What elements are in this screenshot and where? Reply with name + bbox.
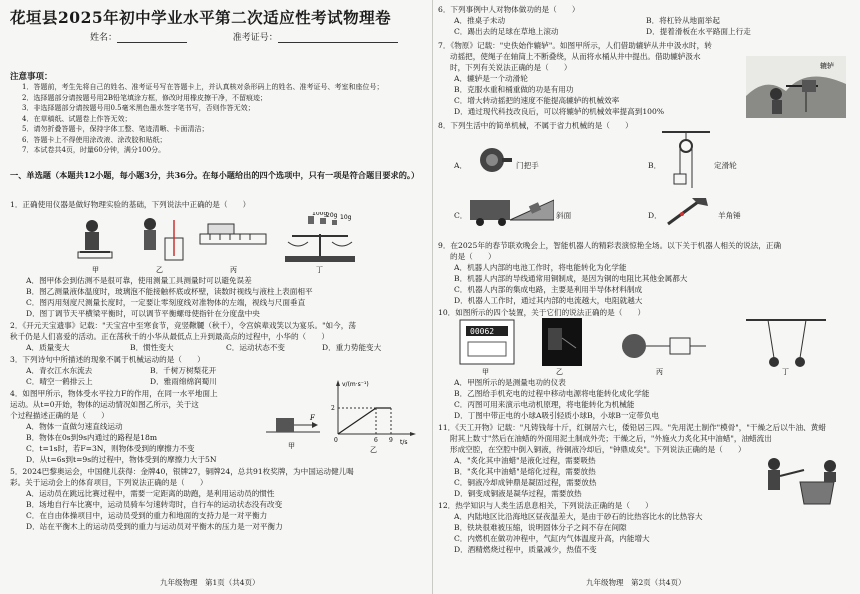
q4-label-jia: 甲: [288, 442, 295, 450]
q8-option-a-key[interactable]: A．: [454, 161, 468, 170]
q10-fig-yi-phone: [542, 318, 582, 366]
q4-option-c[interactable]: C．t=1s时，若F=3N，则物体受到的摩擦力不变: [26, 444, 195, 453]
q9-option-b[interactable]: B．机器人内部的导线通常用铜制成，是因为铜的电阻比其他金属都大: [454, 274, 688, 283]
q4-xaxis-label: t/s: [400, 439, 408, 446]
q10-meter-reading: 00062: [470, 327, 495, 336]
question-5-line2: 彩。关于运动会上的体育项目，下列说法正确的是（ ）: [10, 478, 208, 487]
q1-fig-bing: [200, 224, 266, 244]
question-2-line2: 秋千仍是人们喜爱的活动。正在荡秋千的小华从最低点上升到最高点的过程中，小华的（ ）: [10, 332, 329, 341]
q1-label-yi: 乙: [156, 266, 163, 274]
q4-fig-yi: [331, 380, 416, 446]
q4-ytick: 2: [331, 405, 335, 412]
q4-option-b[interactable]: B．物体在0s到9s内通过的路程是18m: [26, 433, 158, 442]
q3-option-c[interactable]: C．晴空一鹤排云上: [26, 377, 93, 386]
notice-item: 1．答题前，考生先将自己的姓名、准考证号写在答题卡上，并认真核对条形码上的姓名、准考证号、考室和座位号；: [22, 83, 384, 91]
q1-option-c[interactable]: C．图丙用刻度尺测量长度时，一定要让零刻度线对准物体的左端，视线与尺面垂直: [26, 298, 306, 307]
q1-fig-jia: [78, 220, 112, 258]
question-1: 1．正确使用仪器是做好物理实验的基础，下列说法中正确的是（ ）: [10, 200, 251, 209]
q10-label-jia: 甲: [482, 368, 489, 376]
question-7-line1: 7．《物原》记载："史佚始作辘轳"。如图甲所示，人们借助辘轳从井中汲水时，转: [438, 41, 712, 50]
name-field[interactable]: [117, 34, 187, 43]
q8-option-c-name: 斜面: [556, 211, 572, 220]
page-2-footer: 九年级物理 第2页（共4页）: [586, 578, 686, 587]
q8-option-c-key[interactable]: C．: [454, 211, 468, 220]
id-field[interactable]: [278, 34, 398, 43]
q8-option-b-key[interactable]: B．: [648, 161, 662, 170]
q12-option-a[interactable]: A．内陆地区比沿海地区昼夜温差大，是由于砂石的比热容比水的比热容大: [454, 512, 703, 521]
question-11-line2: 附其上数寸"然后在油蜡的外面用泥土制成外壳；干燥之后，"外施火力炙化其中油蜡"，油蜡流出: [450, 434, 772, 443]
q10-label-ding: 丁: [782, 368, 789, 376]
q10-option-b[interactable]: B．乙图给手机充电的过程中移动电源将电能转化成化学能: [454, 389, 650, 398]
q1-mark-20g: 20g: [326, 212, 338, 219]
q11-option-c[interactable]: C．铜液冷却成钟鼎是凝固过程，需要放热: [454, 478, 597, 487]
q2-option-a[interactable]: A．质量变大: [26, 343, 70, 352]
inclined-plane-icon: [470, 194, 554, 228]
page-1-footer: 九年级物理 第1页（共4页）: [160, 578, 260, 587]
q2-option-d[interactable]: D．重力势能变大: [322, 343, 382, 352]
q11-option-b[interactable]: B．"炙化其中油蜡"是熔化过程，需要放热: [454, 467, 596, 476]
student-info: [90, 30, 398, 43]
question-4-line1: 4．如图甲所示，物体受水平拉力F的作用，在同一水平地面上: [10, 389, 218, 398]
q1-figures: [70, 212, 370, 274]
q5-option-d[interactable]: D．站在平衡木上的运动员受到的重力与运动员对平衡木的压力是一对平衡力: [26, 522, 283, 531]
q1-label-ding: 丁: [316, 266, 323, 274]
notice-list: [22, 82, 420, 156]
fixed-pulley-icon: [662, 130, 710, 192]
question-4-line3: 个过程描述正确的是（ ）: [10, 411, 109, 420]
q1-fig-yi: [144, 218, 183, 260]
q8-option-d-key[interactable]: D．: [648, 211, 662, 220]
q10-fig-jia-meter: [460, 320, 514, 364]
q4-figure: [266, 378, 416, 454]
notice-item: 2．选择题部分请按题号用2B铅笔填涂方框，修改时用橡皮擦干净，不留痕迹；: [22, 93, 268, 102]
q10-fig-bing-motor: [622, 334, 706, 358]
q4-xtick-6: 6: [374, 437, 378, 444]
question-12: 12．热学知识与人类生活息息相关，下列说法正确的是（ ）: [438, 501, 653, 510]
q10-label-bing: 丙: [656, 368, 663, 376]
q7-option-b[interactable]: B．克服水重和桶重做的功是有用功: [454, 85, 574, 94]
exam-title: 花垣县2025年初中学业水平第二次适应性考试物理卷: [10, 8, 392, 27]
q3-option-a[interactable]: A．青衣江水东流去: [26, 366, 93, 375]
question-4-line2: 运动。从t=0开始，物体的运动情况如图乙所示，关于这: [10, 400, 199, 409]
q4-force-label: F: [310, 414, 315, 422]
q10-option-a[interactable]: A．甲图所示的是测量电功的仪表: [454, 378, 566, 387]
q1-fig-ding: [285, 216, 355, 262]
q8-option-a-name: 门把手: [516, 161, 539, 170]
q5-option-a[interactable]: A．运动员在跳远比赛过程中，需要一定距离的助跑，是利用运动员的惯性: [26, 489, 275, 498]
q7-option-a[interactable]: A．辘轳是一个动滑轮: [454, 74, 528, 83]
question-5-line1: 5．2024巴黎奥运会，中国健儿获得：金牌40，银牌27，铜牌24，总共91枚奖牌，为中国运动健儿喝: [10, 467, 354, 476]
name-label: 姓名：: [90, 33, 118, 43]
question-6: 6．下列事例中人对物体做功的是（ ）: [438, 5, 580, 14]
q1-mark-100g: 100g: [312, 212, 328, 217]
q12-option-d[interactable]: D．酒精燃烧过程中，质量减少，热值不变: [454, 545, 597, 554]
notice-item: 7．本试卷共4页，时量60分钟，满分100分。: [22, 146, 166, 154]
q4-fig-jia: [266, 414, 320, 432]
question-9-line1: 9．在2025年的春节联欢晚会上，智能机器人的精彩表演惊艳全场。以下关于机器人相关的说法，正确: [438, 241, 782, 250]
q1-option-d[interactable]: D．图丁调节天平横梁平衡时，可以调节平衡螺母使指针在分度盘中央: [26, 309, 260, 318]
q8-option-d-name: 羊角锤: [718, 211, 741, 220]
q1-option-a[interactable]: A．图甲体会到估测不是很可靠，使用测量工具测量时可以避免误差: [26, 276, 252, 285]
question-7-line2: 动摇把，使绳子在轴筒上不断叠绕，从而将水桶从井中提出。借助辘轳汲水: [450, 52, 701, 61]
q10-label-yi: 乙: [556, 368, 563, 376]
q5-option-c[interactable]: C．在自由体操项目中，运动员受到的重力和地面的支持力是一对平衡力: [26, 511, 268, 520]
q5-option-b[interactable]: B．场地自行车比赛中，运动员骑车匀速转弯时，自行车的运动状态没有改变: [26, 500, 283, 509]
question-11-line1: 11．《天工开物》记载："凡铸钱每十斤，红铜居六七，倭铅居三四。"先用泥土制作"模骨"，"干燥之后以牛油、黄蜡: [438, 423, 826, 432]
notice-title: 注意事项：: [10, 72, 53, 82]
q7-windlass-figure: [746, 56, 846, 118]
notice-item: 3．非选择题部分请按题号用0.5毫米黑色墨水签字笔书写，否则作答无效；: [22, 104, 255, 112]
notice-item: 6．答题卡上不得使用涂改液、涂改胶和贴纸；: [22, 135, 167, 144]
q4-xtick-0: 0: [334, 437, 338, 444]
q1-option-b[interactable]: B．图乙测量液体温度时，玻璃泡不能接触杯底或杯壁，读数时视线与液柱上表面相平: [26, 287, 313, 296]
door-handle-icon: [476, 142, 514, 178]
q6-option-c[interactable]: C．踢出去的足球在草地上滚动: [454, 27, 559, 36]
q10-figures: [456, 318, 846, 376]
q12-option-b[interactable]: B．铁块很难被压缩，说明固体分子之间不存在间隙: [454, 523, 627, 532]
q10-option-c[interactable]: C．丙图可用来演示电动机原理，将电能转化为机械能: [454, 400, 635, 409]
question-8: 8．下列生活中的简单机械，不属于省力机械的是（ ）: [438, 121, 633, 130]
q6-option-a[interactable]: A．推桌子未动: [454, 16, 506, 25]
q9-option-d[interactable]: D．机器人工作时，通过其内部的电流越大，电阻就越大: [454, 296, 643, 305]
section-heading: 一、单选题（本题共12小题，每小题3分，共36分。在每小题给出的四个选项中，只有一项是符合题目要求的。）: [10, 170, 420, 180]
q8-option-b-name: 定滑轮: [714, 161, 737, 170]
question-10: 10．如图所示的四个装置，关于它们的说法正确的是（ ）: [438, 308, 646, 317]
q11-casting-figure: [754, 452, 850, 508]
q2-option-b[interactable]: B．惯性变大: [130, 343, 174, 352]
q4-yaxis-label: v/(m·s⁻¹): [342, 381, 369, 388]
claw-hammer-icon: [662, 194, 712, 228]
q1-label-jia: 甲: [92, 266, 99, 274]
question-3: 3．下列诗句中所描述的现象不属于机械运动的是（ ）: [10, 355, 205, 364]
q4-option-a[interactable]: A．物体一直做匀速直线运动: [26, 422, 123, 431]
page-divider: [432, 0, 433, 594]
question-7-line3: 时，下列有关说法正确的是（ ）: [450, 63, 572, 72]
question-11-line3: 形成空腔，在空腔中倒入铜液，待铜液冷却后，"钟鼎成矣"。下列说法正确的是（ ）: [450, 445, 746, 454]
q7-fig-label: 辘轳: [820, 62, 834, 70]
q4-option-d[interactable]: D．从t=6s到t=9s的过程中，物体受到的摩擦力大于5N: [26, 455, 217, 464]
q2-option-c[interactable]: C．运动状态不变: [226, 343, 285, 352]
notice-item: 4．在草稿纸、试题卷上作答无效；: [22, 114, 132, 123]
q10-option-d[interactable]: D．丁图中带正电的小球A吸引轻质小球B，小球B一定带负电: [454, 411, 659, 420]
q1-label-bing: 丙: [230, 266, 237, 274]
id-label: 准考证号：: [232, 33, 278, 43]
q4-xtick-9: 9: [389, 437, 393, 444]
q3-option-d[interactable]: D．雅雨绵绵润蜀川: [150, 377, 217, 386]
q6-option-b[interactable]: B．将杠铃从地面举起: [646, 16, 720, 25]
q9-option-a[interactable]: A．机器人内部的电池工作时，将电能转化为化学能: [454, 263, 627, 272]
q3-option-b[interactable]: B．千树万树梨花开: [150, 366, 217, 375]
q11-option-d[interactable]: D．铜变成铜液是凝华过程，需要放热: [454, 489, 582, 498]
q11-option-a[interactable]: A．"炙化其中油蜡"是液化过程，需要吸热: [454, 456, 596, 465]
q12-option-c[interactable]: C．内燃机在做功冲程中，气缸内气体温度升高，内能增大: [454, 534, 650, 543]
q7-option-d[interactable]: D．通过现代科技改良后，可以将辘轳的机械效率提高到100%: [454, 107, 665, 116]
notice-item: 5．请勿折叠答题卡，保持字体工整、笔迹清晰、卡面清洁；: [22, 125, 209, 133]
q4-label-yi: 乙: [370, 446, 377, 454]
q6-option-d[interactable]: D．提着滑板在水平路面上行走: [646, 27, 751, 36]
q10-fig-ding-charges: [746, 320, 826, 367]
q9-option-c[interactable]: C．机器人内部的集成电路，主要是利用半导体材料制成: [454, 285, 643, 294]
question-9-line2: 的是（ ）: [450, 252, 496, 261]
page-2: [436, 0, 860, 594]
q1-mark-10g: 10g: [340, 214, 352, 221]
q7-option-c[interactable]: C．增大转动摇把的速度不能提高辘轳的机械效率: [454, 96, 620, 105]
question-2-line1: 2．《开元天宝遗事》记载："天宝宫中至寒食节，竞竖鞦韆（秋千），令宫嫔辈戏笑以为宴乐。"如今，荡: [10, 321, 356, 330]
